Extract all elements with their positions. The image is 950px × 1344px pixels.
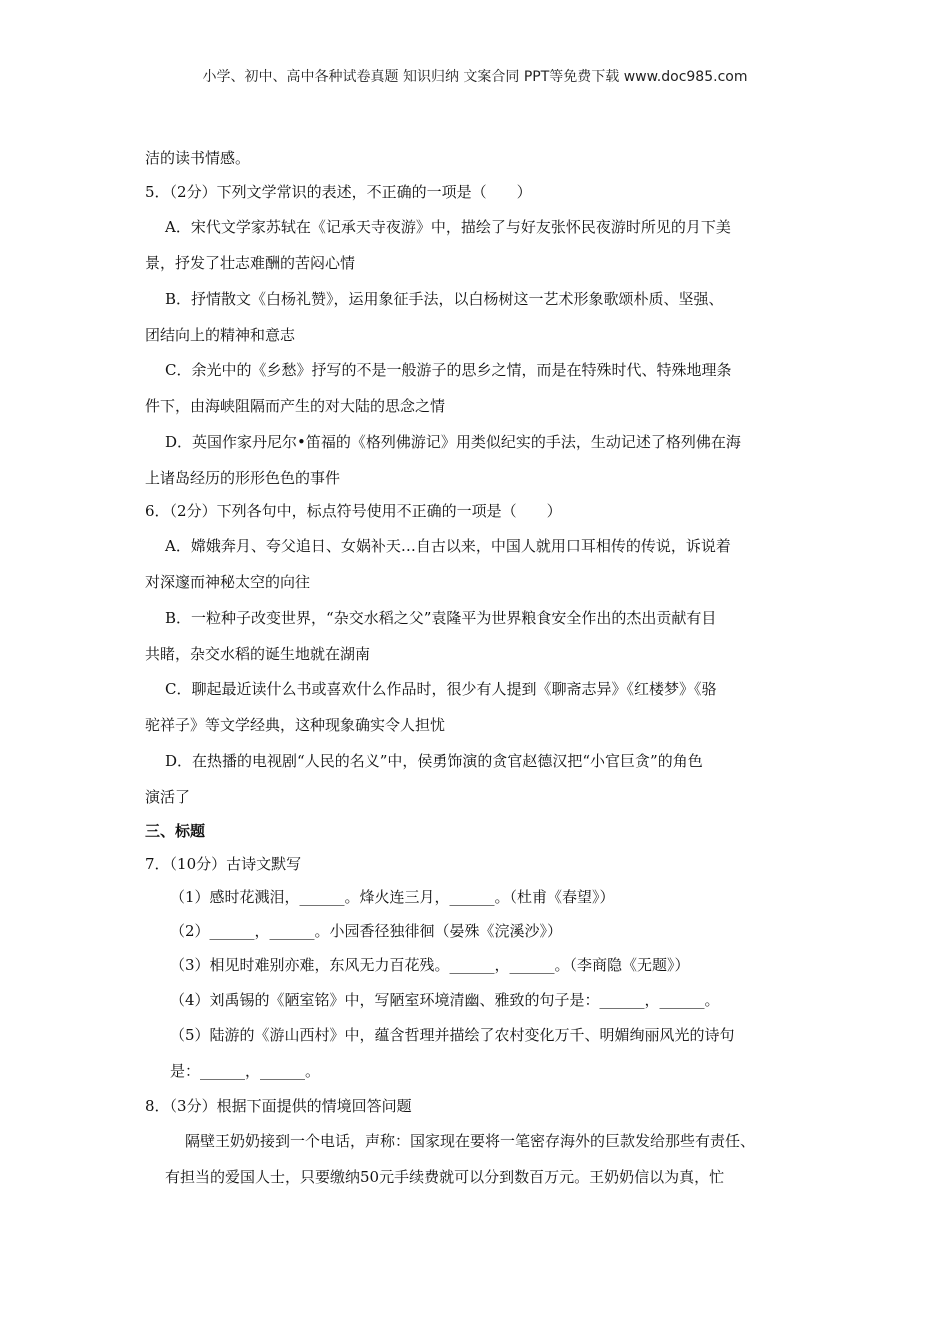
question-5-stem: 5．（2分）下列文学常识的表述，不正确的一项是（ ） [145,183,532,201]
text-line: 驼祥子》等文学经典，这种现象确实令人担忧 [145,716,446,734]
page-header: 小学、初中、高中各种试卷真题 知识归纳 文案合同 PPT等免费下载 www.doc985.com [202,69,748,85]
question-7-item-4: （4）刘禹锡的《陋室铭》中，写陋室环境清幽、雅致的句子是：______，______。 [170,991,720,1009]
question-6-option-d: D．在热播的电视剧“人民的名义”中，侯勇饰演的贪官赵德汉把“小官巨贪”的角色 [165,752,703,770]
text-line: 是：______，______。 [170,1062,321,1080]
passage-line: 隔壁王奶奶接到一个电话，声称：国家现在要将一笔密存海外的巨款发给那些有责任、 [185,1132,756,1150]
text-line: 演活了 [145,788,191,806]
text-line: 对深邃而神秘太空的向往 [145,573,311,591]
question-5-option-c: C．余光中的《乡愁》抒写的不是一般游子的思乡之情，而是在特殊时代、特殊地理条 [165,361,732,379]
question-6-option-a: A．嫦娥奔月、夸父追日、女娲补天…自古以来，中国人就用口耳相传的传说，诉说着 [165,537,731,555]
text-line: 洁的读书情感。 [145,149,251,167]
text-line: 团结向上的精神和意志 [145,326,296,344]
question-7-item-5: （5）陆游的《游山西村》中，蕴含哲理并描绘了农村变化万千、明媚绚丽风光的诗句 [170,1026,735,1044]
question-8-stem: 8．（3分）根据下面提供的情境回答问题 [145,1097,412,1115]
text-line: 景，抒发了壮志难酬的苦闷心情 [145,254,356,272]
question-6-stem: 6．（2分）下列各句中，标点符号使用不正确的一项是（ ） [145,502,562,520]
question-5-option-b: B．抒情散文《白杨礼赞》，运用象征手法，以白杨树这一艺术形象歌颂朴质、坚强、 [165,290,724,308]
section-heading: 三、标题 [145,822,206,840]
question-5-option-a: A．宋代文学家苏轼在《记承天寺夜游》中，描绘了与好友张怀民夜游时所见的月下美 [165,218,731,236]
text-line: 共睹，杂交水稻的诞生地就在湖南 [145,645,371,663]
text-line: 件下，由海峡阻隔而产生的对大陆的思念之情 [145,397,446,415]
text-line: 上诸岛经历的形形色色的事件 [145,469,341,487]
question-6-option-b: B．一粒种子改变世界，“杂交水稻之父”袁隆平为世界粮食安全作出的杰出贡献有目 [165,609,717,627]
question-6-option-c: C．聊起最近读什么书或喜欢什么作品时，很少有人提到《聊斋志异》《红楼梦》《骆 [165,680,717,698]
question-7-item-3: （3）相见时难别亦难，东风无力百花残。______，______。（李商隐《无题》） [170,956,690,974]
question-7-item-1: （1）感时花溅泪，______。烽火连三月，______。（杜甫《春望》） [170,888,615,906]
question-7-stem: 7．（10分）古诗文默写 [145,855,302,873]
question-5-option-d: D．英国作家丹尼尔•笛福的《格列佛游记》用类似纪实的手法，生动记述了格列佛在海 [165,433,741,451]
passage-line: 有担当的爱国人士，只要缴纳50元手续费就可以分到数百万元。王奶奶信以为真，忙 [165,1168,725,1186]
question-7-item-2: （2）______，______。小园香径独徘徊（晏殊《浣溪沙》） [170,922,563,940]
